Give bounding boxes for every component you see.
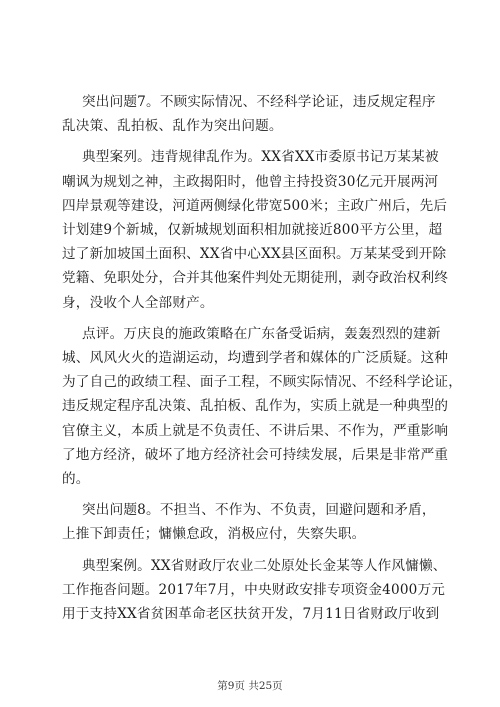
text-line: 为了自己的政绩工程、面子工程，不顾实际情况、不经科学论证， (62, 374, 463, 391)
text-line: 官僚主义，本质上就是不负责任、不讲后果、不作为，严重影响 (62, 422, 449, 439)
page-number-footer: 第9页 共25页 (217, 680, 283, 692)
document-body (62, 90, 463, 633)
text-line: 的。 (62, 471, 90, 488)
text-line: 嘲讽为规划之神，主政揭阳时，他曾主持投资30亿元开展两河 (62, 173, 439, 190)
paragraph-case-2 (62, 554, 447, 627)
text-line: 过了新加坡国土面积、XX省中心XX县区面积。万某某受到开除 (62, 246, 447, 263)
text-line: 城、风风火火的造湖运动，均遭到学者和媒体的广泛质疑。这种 (62, 350, 449, 367)
text-line: 用于支持XX省贫困革命老区扶贫开发，7月11日省财政厅收到 (62, 606, 440, 623)
text-line: 典型案列。违背规律乱作为。XX省XX市委原书记万某某被 (82, 149, 439, 166)
text-line: 上推下卸责任；慵懒怠政，消极应付，失察失职。 (62, 526, 366, 543)
text-line: 典型案例。XX省财政厅农业二处原处长金某等人作风慵懒、 (82, 557, 447, 574)
text-line: 突出问题7。不顾实际情况、不经科学论证，违反规定程序 (82, 94, 436, 110)
text-line: 违反规定程序乱决策、乱拍板、乱作为，实质上就是一种典型的 (62, 398, 449, 415)
text-line: 了地方经济，破坏了地方经济社会可持续发展，后果是非常严重 (62, 446, 449, 463)
text-line: 身，没收个人全部财产。 (62, 294, 214, 311)
paragraph-case-1 (62, 145, 449, 314)
text-line: 计划建9个新城，仅新城规划面积相加就接近800平方公里，超 (62, 222, 443, 239)
text-line: 党籍、免职处分，合并其他案件判处无期徒刑，剥夺政治权利终 (62, 270, 449, 287)
paragraph-comment-1 (62, 322, 463, 491)
text-line: 四岸景观等建设，河道两侧绿化带宽500米；主政广州后，先后 (62, 197, 448, 214)
text-line: 乱决策、乱拍板、乱作为突出问题。 (62, 118, 283, 135)
text-line: 突出问题8。不担当、不作为、不负责，回避问题和矛盾， (82, 502, 436, 519)
paragraph-issue-8 (62, 498, 436, 546)
paragraph-issue-7 (62, 90, 436, 138)
text-line: 点评。万庆良的施政策略在广东备受诟病，轰轰烈烈的建新 (82, 325, 441, 342)
text-line: 工作拖沓问题。2017年7月，中央财政安排专项资金4000万元 (62, 581, 446, 598)
